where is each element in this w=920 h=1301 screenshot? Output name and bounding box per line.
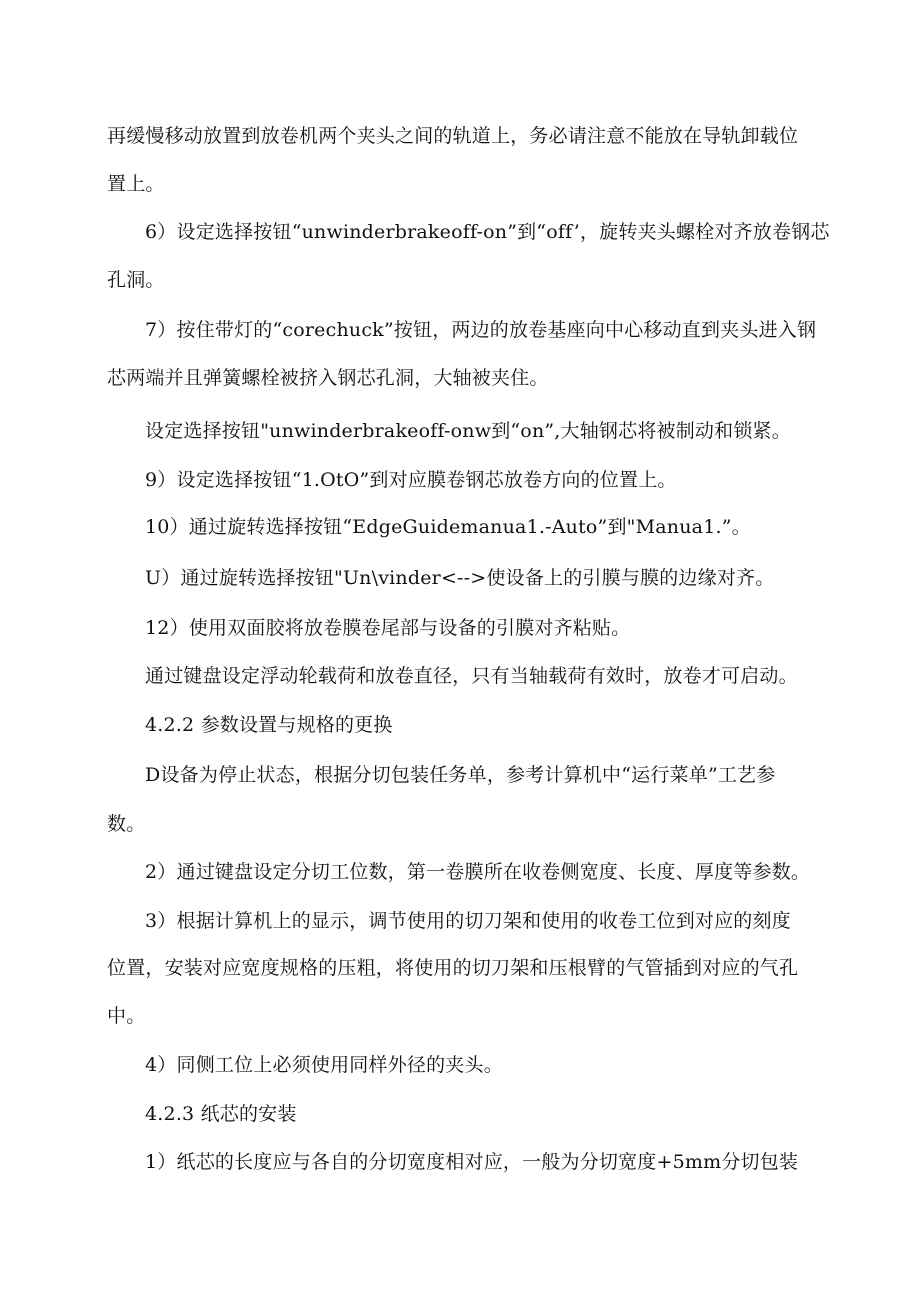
text-line: 数。	[107, 813, 146, 835]
text-line: 4）同侧工位上必须使用同样外径的夹头。	[145, 1054, 503, 1076]
text-line: 通过键盘设定浮动轮载荷和放卷直径，只有当轴载荷有效时，放卷才可启动。	[145, 665, 798, 687]
text-line: 7）按住带灯的“corechuck”按钮，两边的放卷基座向中心移动直到夹头进入钢	[145, 319, 817, 341]
text-line: 9）设定选择按钮“1.OtO”到对应膜卷钢芯放卷方向的位置上。	[145, 469, 677, 491]
text-line: 12）使用双面胶将放卷膜卷尾部与设备的引膜对齐粘贴。	[145, 617, 631, 639]
text-line: 位置，安装对应宽度规格的压粗，将使用的切刀架和压根臂的气管插到对应的气孔	[107, 957, 799, 979]
text-line: 设定选择按钮"unwinderbrakeoff-onw到“on”,大轴钢芯将被制动和锁紧。	[145, 420, 791, 442]
section-heading: 4.2.3 纸芯的安装	[145, 1103, 297, 1125]
text-line: 中。	[107, 1005, 146, 1027]
text-line: 6）设定选择按钮“unwinderbrakeoff-on”到“off’，旋转夹头螺栓对齐放卷钢芯	[145, 221, 830, 243]
text-line: 10）通过旋转选择按钮“EdgeGuidemanua1.-Auto”到"Manua1.”。	[145, 516, 751, 538]
text-line: D设备为停止状态，根据分切包装任务单，参考计算机中“运行菜单”工艺参	[145, 764, 776, 786]
text-line: U）通过旋转选择按钮"Un\vinder<-->使设备上的引膜与膜的边缘对齐。	[145, 567, 775, 589]
text-line: 再缓慢移动放置到放卷机两个夹头之间的轨道上，务必请注意不能放在导轨卸载位	[107, 125, 799, 147]
text-line: 3）根据计算机上的显示，调节使用的切刀架和使用的收卷工位到对应的刻度	[145, 910, 791, 932]
text-line: 置上。	[107, 173, 165, 195]
text-line: 芯两端并且弹簧螺栓被挤入钢芯孔洞，大轴被夹住。	[107, 367, 549, 389]
text-line: 2）通过键盘设定分切工位数，第一卷膜所在收卷侧宽度、长度、厚度等参数。	[145, 861, 811, 883]
text-line: 1）纸芯的长度应与各自的分切宽度相对应，一般为分切宽度+5mm分切包装	[145, 1151, 799, 1173]
text-line: 孔洞。	[107, 269, 165, 291]
section-heading: 4.2.2 参数设置与规格的更换	[145, 714, 393, 736]
